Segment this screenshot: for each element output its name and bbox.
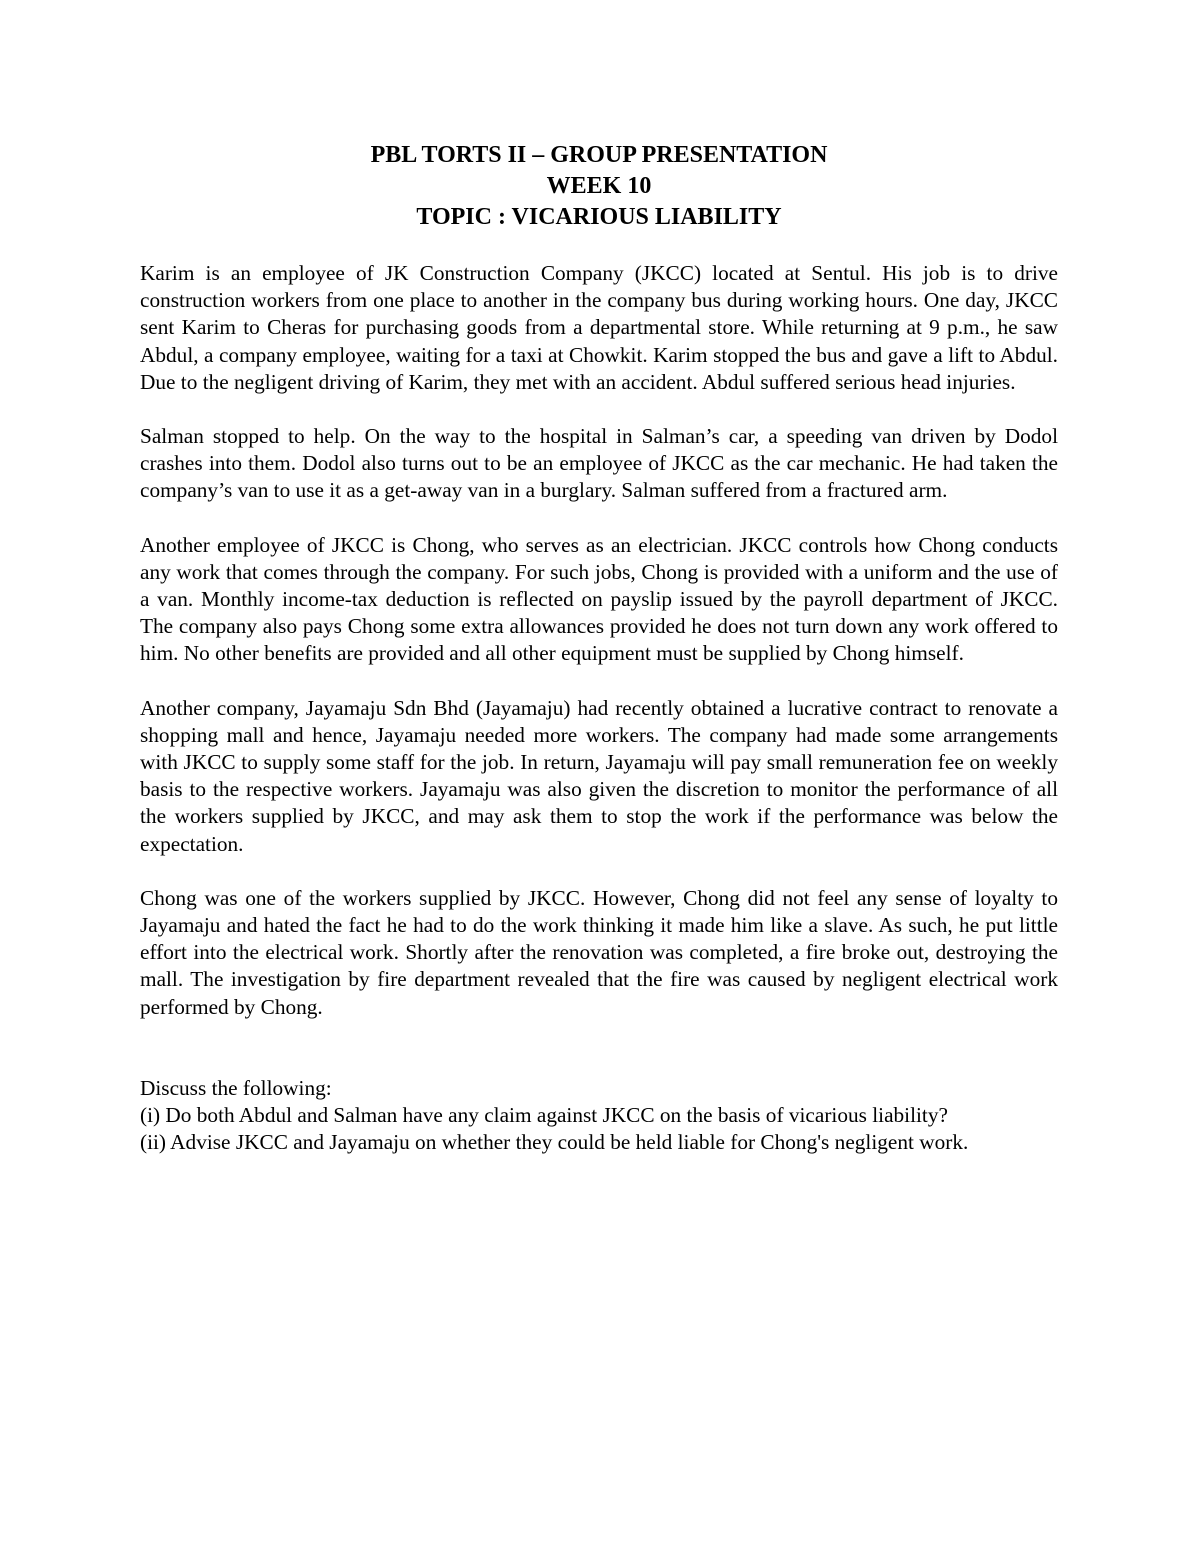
question-item: (ii) Advise JKCC and Jayamaju on whether they could be held liable for Chong's negligent work. xyxy=(140,1130,969,1155)
document-heading xyxy=(140,140,1058,233)
question-item: (i) Do both Abdul and Salman have any claim against JKCC on the basis of vicarious liability? xyxy=(140,1103,948,1128)
paragraph-jayamaju: Another company, Jayamaju Sdn Bhd (Jayamaju) had recently obtained a lucrative contract to renovate a shopping mall and hence, Jayamaju needed more workers. The company had made some arrangements with JKCC to supply some staff for the job. In return, Jayamaju will pay small remuneration fee on weekly basis to the respective workers. Jayamaju was also given the discretion to monitor the performance of all the workers supplied by JKCC, and may ask them to stop the work if the performance was below the expectation. xyxy=(140,695,1058,856)
paragraph-karim: Karim is an employee of JK Construction Company (JKCC) located at Sentul. His job is to drive construction workers from one place to another in the company bus during working hours. One day, JKCC sent Karim to Cheras for purchasing goods from a departmental store. While returning at 9 p.m., he saw Abdul, a company employee, waiting for a taxi at Chowkit. Karim stopped the bus and gave a lift to Abdul. Due to the negligent driving of Karim, they met with an accident. Abdul suffered serious head injuries. xyxy=(140,261,1058,394)
heading-line-course: PBL TORTS II – GROUP PRESENTATION xyxy=(370,142,828,168)
paragraph-salman: Salman stopped to help. On the way to the hospital in Salman’s car, a speeding van driven by Dodol crashes into them. Dodol also turns out to be an employee of JKCC as the car mechanic. He had taken the company’s van to use it as a get-away van in a burglary. Salman suffered from a fractured arm. xyxy=(140,424,1058,503)
heading-line-topic: TOPIC : VICARIOUS LIABILITY xyxy=(416,204,782,230)
paragraph-chong: Another employee of JKCC is Chong, who serves as an electrician. JKCC controls how Chong conducts any work that comes through the company. For such jobs, Chong is provided with a uniform and the use of a van. Monthly income-tax deduction is reflected on payslip issued by the payroll department of JKCC. The company also pays Chong some extra allowances provided he does not turn down any work offered to him. No other benefits are provided and all other equipment must be supplied by Chong himself. xyxy=(140,532,1058,666)
document-page xyxy=(140,140,1058,1156)
heading-line-week: WEEK 10 xyxy=(546,173,652,199)
paragraph-fire: Chong was one of the workers supplied by JKCC. However, Chong did not feel any sense of loyalty to Jayamaju and hated the fact he had to do the work thinking it made him like a slave. As such, he put little effort into the electrical work. Shortly after the renovation was completed, a fire broke out, destroying the mall. The investigation by fire department revealed that the fire was caused by negligent electrical work performed by Chong. xyxy=(140,885,1058,1019)
discussion-questions xyxy=(140,1075,1058,1157)
discussion-intro: Discuss the following: xyxy=(140,1075,332,1100)
